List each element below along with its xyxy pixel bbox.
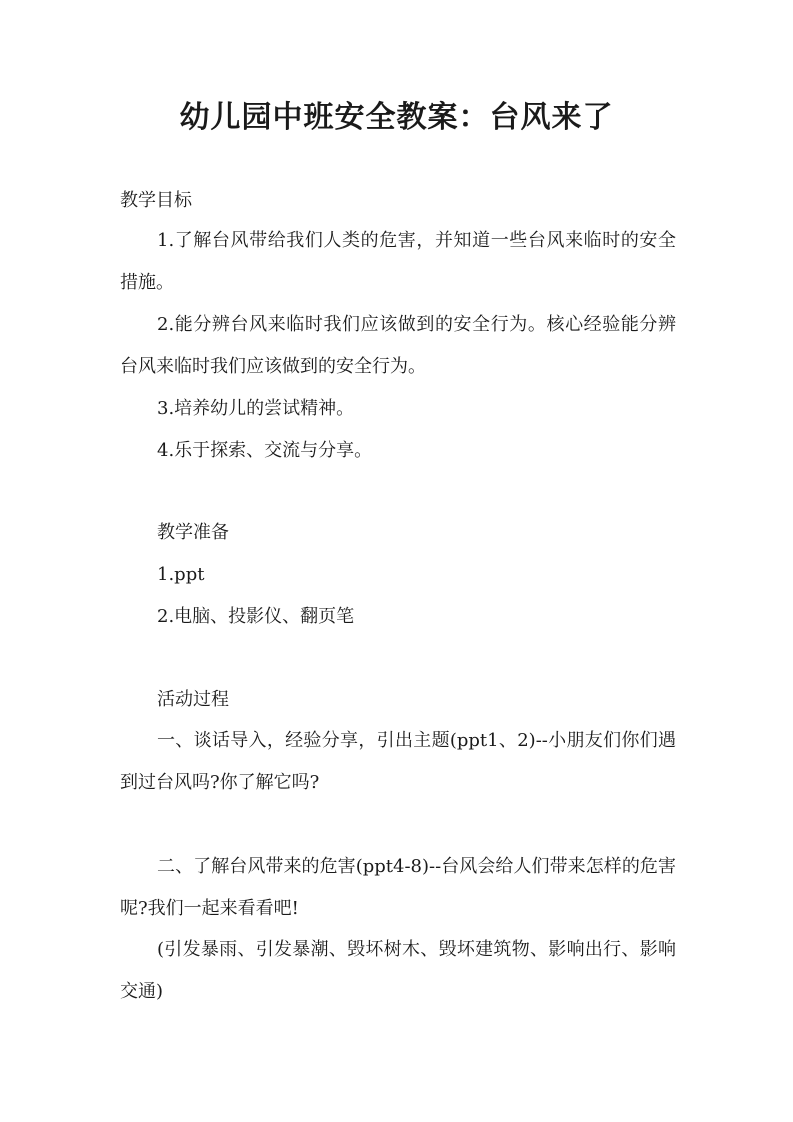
goals-heading: 教学目标 <box>120 190 192 211</box>
preparation-item-1: 1.ppt <box>157 564 205 585</box>
goal-item-1: 1.了解台风带给我们人类的危害，并知道一些台风来临时的安全措施。 <box>120 230 676 293</box>
process-heading: 活动过程 <box>157 689 229 710</box>
process-step-1: 一、谈话导入，经验分享，引出主题(ppt1、2)--小朋友们你们遇到过台风吗?你了解它吗? <box>120 730 676 793</box>
process-step-2-note: (引发暴雨、引发暴潮、毁坏树木、毁坏建筑物、影响出行、影响交通) <box>120 939 676 1002</box>
goal-item-3: 3.培养幼儿的尝试精神。 <box>157 398 355 419</box>
document-title: 幼儿园中班安全教案：台风来了 <box>179 100 614 135</box>
goal-item-2: 2.能分辨台风来临时我们应该做到的安全行为。核心经验能分辨台风来临时我们应该做到的安全行为。 <box>120 314 676 377</box>
goal-item-4: 4.乐于探索、交流与分享。 <box>157 440 373 461</box>
preparation-heading: 教学准备 <box>157 522 229 543</box>
preparation-item-2: 2.电脑、投影仪、翻页笔 <box>157 606 355 627</box>
process-step-2: 二、了解台风带来的危害(ppt4-8)--台风会给人们带来怎样的危害呢?我们一起来看看吧! <box>120 856 676 919</box>
